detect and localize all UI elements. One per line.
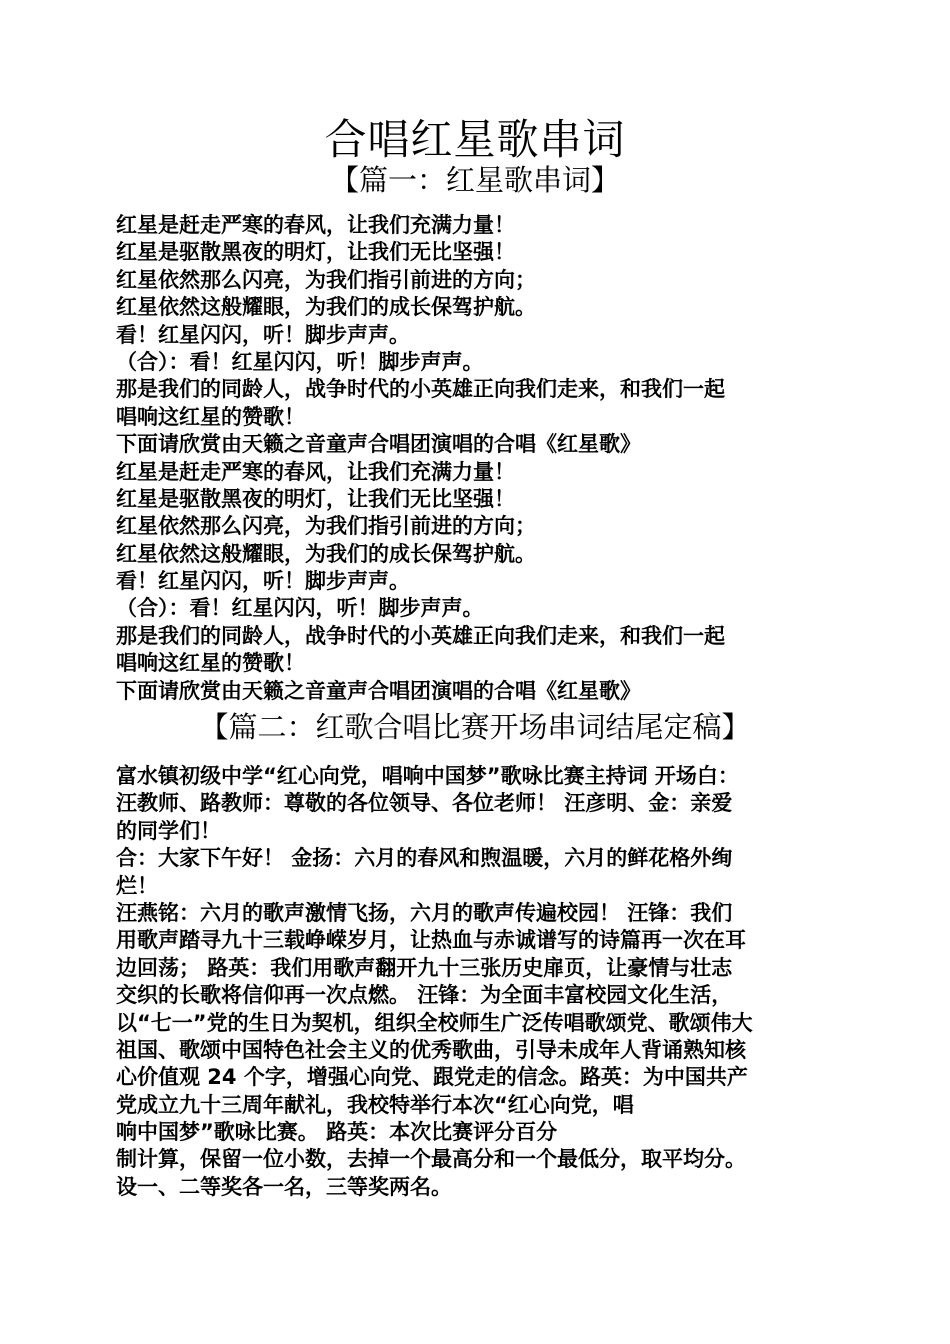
text-line: 交织的长歌将信仰再一次点燃。 汪锋：为全面丰富校园文化生活， — [116, 983, 733, 1008]
text-line: 制计算，保留一位小数，去掉一个最高分和一个最低分，取平均分。 — [116, 1147, 746, 1172]
text-line: （合）：看！红星闪闪，听！脚步声声。 — [116, 596, 484, 621]
text-line: 汪教师、路教师：尊敬的各位领导、各位老师！ 汪彦明、金：亲爱 — [116, 791, 733, 816]
document-title: 合唱红星歌串词 — [324, 115, 626, 164]
section-body-1 — [116, 212, 846, 705]
text-line: 以“七一”党的生日为契机，组织全校师生广泛传唱歌颂党、歌颂伟大 — [116, 1010, 753, 1035]
text-line: 看！红星闪闪，听！脚步声声。 — [116, 322, 410, 347]
text-line: 的同学们！ — [116, 818, 221, 843]
text-line: 红星是驱散黑夜的明灯，让我们无比坚强！ — [116, 240, 515, 265]
text-line: 汪燕铭：六月的歌声激情飞扬，六月的歌声传遍校园！ 汪锋：我们 — [116, 900, 733, 925]
text-line: 那是我们的同龄人，战争时代的小英雄正向我们走来，和我们一起 — [116, 377, 725, 402]
text-line: 红星依然那么闪亮，为我们指引前进的方向； — [116, 514, 536, 539]
text-line: 唱响这红星的赞歌！ — [116, 404, 305, 429]
text-line: 祖国、歌颂中国特色社会主义的优秀歌曲，引导未成年人背诵熟知核 — [116, 1037, 746, 1062]
text-line: 下面请欣赏由天籁之音童声合唱团演唱的合唱《红星歌》 — [116, 678, 641, 703]
text-line: 红星依然这般耀眼，为我们的成长保驾护航。 — [116, 295, 536, 320]
text-line: 边回荡； 路英：我们用歌声翻开九十三张历史扉页，让豪情与壮志 — [116, 955, 733, 980]
section-heading-2: 【篇二：红歌合唱比赛开场串词结尾定稿】 — [199, 710, 751, 744]
text-line: 下面请欣赏由天籁之音童声合唱团演唱的合唱《红星歌》 — [116, 432, 641, 457]
text-line: 合：大家下午好！ 金扬：六月的春风和煦温暖，六月的鲜花格外绚 — [116, 846, 733, 871]
text-line: 红星依然这般耀眼，为我们的成长保驾护航。 — [116, 541, 536, 566]
text-line: 红星依然那么闪亮，为我们指引前进的方向； — [116, 267, 536, 292]
text-line: 唱响这红星的赞歌！ — [116, 651, 305, 676]
text-line: 富水镇初级中学“红心向党，唱响中国梦”歌咏比赛主持词 开场白： — [116, 764, 739, 788]
text-line: 红星是赶走严寒的春风，让我们充满力量！ — [116, 213, 515, 237]
text-line: 响中国梦”歌咏比赛。 路英：本次比赛评分百分 — [116, 1120, 558, 1145]
text-line: 那是我们的同龄人，战争时代的小英雄正向我们走来，和我们一起 — [116, 623, 725, 648]
section-heading-1: 【篇一：红星歌串词】 — [329, 163, 620, 197]
text-line: 设一、二等奖各一名，三等奖两名。 — [116, 1174, 452, 1199]
text-line: 烂！ — [116, 873, 158, 898]
section-body-2 — [116, 763, 846, 1201]
text-line: 红星是驱散黑夜的明灯，让我们无比坚强！ — [116, 486, 515, 511]
text-line: 用歌声踏寻九十三载峥嵘岁月，让热血与赤诚谱写的诗篇再一次在耳 — [116, 928, 746, 953]
text-line: 红星是赶走严寒的春风，让我们充满力量！ — [116, 459, 515, 484]
text-line: 心价值观 24 个字，增强心向党、跟党走的信念。路英：为中国共产 — [116, 1065, 748, 1090]
text-line: （合）：看！红星闪闪，听！脚步声声。 — [116, 349, 484, 374]
text-line: 党成立九十三周年献礼，我校特举行本次“红心向党，唱 — [116, 1092, 634, 1117]
text-line: 看！红星闪闪，听！脚步声声。 — [116, 569, 410, 594]
